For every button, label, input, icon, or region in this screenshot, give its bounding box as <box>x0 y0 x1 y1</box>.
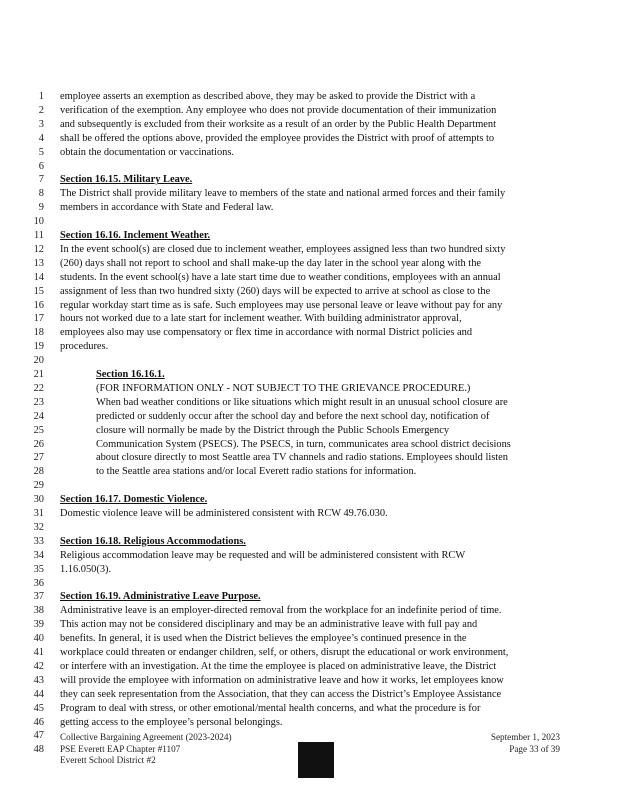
line-number: 2 <box>38 104 44 116</box>
line-number: 13 <box>33 257 44 269</box>
section-heading: Section 16.18. Religious Accommodations. <box>60 535 246 547</box>
document-line <box>0 229 620 243</box>
document-line <box>0 243 620 257</box>
line-number: 6 <box>38 160 44 172</box>
document-line <box>0 146 620 160</box>
line-number: 24 <box>33 410 44 422</box>
line-number: 36 <box>33 577 44 589</box>
document-line <box>0 660 620 674</box>
line-number: 33 <box>33 535 44 547</box>
line-number: 12 <box>33 243 44 255</box>
document-line <box>0 173 620 187</box>
document-line <box>0 479 620 493</box>
line-number: 48 <box>33 744 44 756</box>
document-line <box>0 257 620 271</box>
document-line <box>0 160 620 174</box>
document-line <box>0 549 620 563</box>
redaction-block <box>298 742 334 778</box>
line-number: 21 <box>33 369 44 380</box>
line-text: getting access to the employee’s personal belongings. <box>60 716 283 728</box>
line-text: to the Seattle area stations and/or local Everett radio stations for information. <box>96 466 417 478</box>
section-heading: Section 16.17. Domestic Violence. <box>60 494 208 506</box>
document-line <box>0 632 620 646</box>
line-text: When bad weather conditions or like situations which might result in an unusual school closure are <box>96 396 508 408</box>
line-text: Domestic violence leave will be administered consistent with RCW 49.76.030. <box>60 508 388 519</box>
line-text: workplace could threaten or endanger children, self, or others, disrupt the educational or work environment, <box>60 647 509 658</box>
line-number: 15 <box>33 285 44 297</box>
document-line <box>0 716 620 730</box>
document-line <box>0 312 620 326</box>
line-number: 39 <box>33 619 44 631</box>
line-number: 42 <box>33 660 44 672</box>
document-line <box>0 187 620 201</box>
document-line <box>0 451 620 465</box>
footer-left <box>60 732 232 767</box>
line-text: Religious accommodation leave may be requested and will be administered consistent with RCW <box>60 549 466 561</box>
line-text: regular workday start time as is safe. Such employees may use personal leave or leave without pay for any <box>60 299 503 311</box>
document-line <box>0 493 620 507</box>
line-number: 45 <box>33 702 44 714</box>
document-line <box>0 90 620 104</box>
line-text: will provide the employee with information on administrative leave and how it works, let employees know <box>60 674 504 686</box>
line-number: 44 <box>33 688 44 700</box>
document-line <box>0 563 620 577</box>
line-number: 32 <box>33 521 44 533</box>
document-line <box>0 326 620 340</box>
line-text: The District shall provide military leave to members of the state and national armed forces and their family <box>60 188 506 200</box>
line-text: Communication System (PSECS). The PSECS, in turn, communicates area school district decisions <box>96 438 511 450</box>
line-text: verification of the exemption. Any employee who does not provide documentation of their immunization <box>60 104 497 116</box>
line-number: 19 <box>33 341 44 353</box>
line-text: or interfere with an investigation. At the time the employee is placed on administrative leave, the District <box>60 660 497 672</box>
document-line <box>0 424 620 438</box>
line-text: procedures. <box>60 341 109 353</box>
line-number: 16 <box>33 299 44 311</box>
document-line <box>0 646 620 660</box>
line-number: 22 <box>33 382 44 394</box>
line-text: In the event school(s) are closed due to inclement weather, employees assigned less than two hundred sixty <box>60 243 506 255</box>
line-text: predicted or suddenly occur after the school day and before the next school day, notification of <box>96 410 490 422</box>
line-number: 23 <box>33 396 44 408</box>
line-number: 25 <box>33 424 44 436</box>
line-text: obtain the documentation or vaccinations. <box>60 146 234 158</box>
line-number: 46 <box>33 716 44 728</box>
document-line <box>0 285 620 299</box>
line-text: closure will normally be made by the District through the Public Schools Emergency <box>96 424 450 436</box>
line-number: 4 <box>38 132 44 144</box>
section-heading: Section 16.15. Military Leave. <box>60 174 193 186</box>
document-line <box>0 340 620 354</box>
document-line <box>0 604 620 618</box>
section-heading: Section 16.19. Administrative Leave Purpose. <box>60 591 261 603</box>
line-number: 7 <box>38 174 44 186</box>
line-text: This action may not be considered disciplinary and may be an administrative leave with full pay and <box>60 619 478 631</box>
line-number: 28 <box>33 466 44 478</box>
line-number: 43 <box>33 674 44 686</box>
line-number: 18 <box>33 327 44 339</box>
line-number: 31 <box>33 508 44 519</box>
line-number: 3 <box>38 118 44 130</box>
footer-date: September 1, 2023 <box>490 732 560 742</box>
line-text: and subsequently is excluded from their worksite as a result of an order by the Public Health Department <box>60 118 496 130</box>
line-text: they can seek representation from the Association, that they can access the District’s Employee Assistance <box>60 688 502 700</box>
line-text: members in accordance with State and Federal law. <box>60 202 274 214</box>
line-number: 8 <box>38 188 44 200</box>
document-line <box>0 702 620 716</box>
line-number: 29 <box>33 480 44 492</box>
document-line <box>0 590 620 604</box>
line-text: 1.16.050(3). <box>60 563 112 575</box>
line-number: 11 <box>33 230 44 241</box>
line-text: about closure directly to most Seattle area TV channels and radio stations. Employees should listen <box>96 452 508 464</box>
document-line <box>0 688 620 702</box>
document-line <box>0 396 620 410</box>
document-line <box>0 410 620 424</box>
line-text: Administrative leave is an employer-directed removal from the workplace for an indefinite period of time. <box>60 605 502 617</box>
document-line <box>0 271 620 285</box>
line-text: employees also may use compensatory or flex time in accordance with normal District policies and <box>60 327 473 339</box>
document-line <box>0 104 620 118</box>
line-number: 30 <box>33 494 44 506</box>
line-text: (FOR INFORMATION ONLY - NOT SUBJECT TO THE GRIEVANCE PROCEDURE.) <box>96 382 471 394</box>
line-number: 9 <box>38 202 44 214</box>
document-line <box>0 521 620 535</box>
line-text: (260) days shall not report to school and shall make-up the day later in the school year along with the <box>60 257 481 269</box>
document-line <box>0 577 620 591</box>
line-number: 27 <box>33 452 44 464</box>
document-line <box>0 465 620 479</box>
document-line <box>0 215 620 229</box>
document-line <box>0 507 620 521</box>
line-number: 20 <box>33 355 44 367</box>
footer-agreement-title: Collective Bargaining Agreement (2023-2024) <box>60 732 232 742</box>
footer-right <box>491 732 560 755</box>
footer-district: Everett School District #2 <box>60 755 156 765</box>
document-line <box>0 368 620 382</box>
footer-page-number: Page 33 of 39 <box>509 743 560 754</box>
line-number: 26 <box>33 438 44 450</box>
line-text: benefits. In general, it is used when the District believes the employee’s continued presence in the <box>60 633 467 645</box>
footer-chapter: PSE Everett EAP Chapter #1107 <box>60 743 181 754</box>
line-number: 34 <box>33 549 44 561</box>
line-text: shall be offered the options above, provided the employee provides the District with proof of attempts to <box>60 132 495 144</box>
line-number: 40 <box>33 633 44 645</box>
line-number: 41 <box>33 647 44 658</box>
line-text: hours not worked due to a late start for inclement weather. With building administrator approval, <box>60 313 462 325</box>
document-line <box>0 618 620 632</box>
line-number: 5 <box>38 146 44 158</box>
line-number: 17 <box>33 313 44 325</box>
document-line <box>0 299 620 313</box>
line-number: 38 <box>33 605 44 617</box>
line-text: employee asserts an exemption as described above, they may be asked to provide the District with a <box>60 91 476 102</box>
line-number: 35 <box>33 563 44 575</box>
line-text: Program to deal with stress, or other emotional/mental health concerns, and what the procedure is for <box>60 702 481 714</box>
line-number: 37 <box>33 591 44 603</box>
document-line <box>0 201 620 215</box>
line-number: 1 <box>38 91 44 102</box>
document-line <box>0 535 620 549</box>
document-line <box>0 382 620 396</box>
line-number: 14 <box>33 271 44 283</box>
document-line <box>0 674 620 688</box>
section-heading: Section 16.16. Inclement Weather. <box>60 230 211 241</box>
document-line <box>0 118 620 132</box>
document-line <box>0 132 620 146</box>
section-heading: Section 16.16.1. <box>96 369 165 380</box>
document-line <box>0 438 620 452</box>
line-text: students. In the event school(s) have a late start time due to weather conditions, employees with an annual <box>60 271 501 283</box>
line-number: 47 <box>33 730 44 742</box>
document-line <box>0 354 620 368</box>
line-number: 10 <box>33 216 44 228</box>
line-text: assignment of less than two hundred sixty (260) days will be expected to arrive at school as close to the <box>60 285 491 297</box>
